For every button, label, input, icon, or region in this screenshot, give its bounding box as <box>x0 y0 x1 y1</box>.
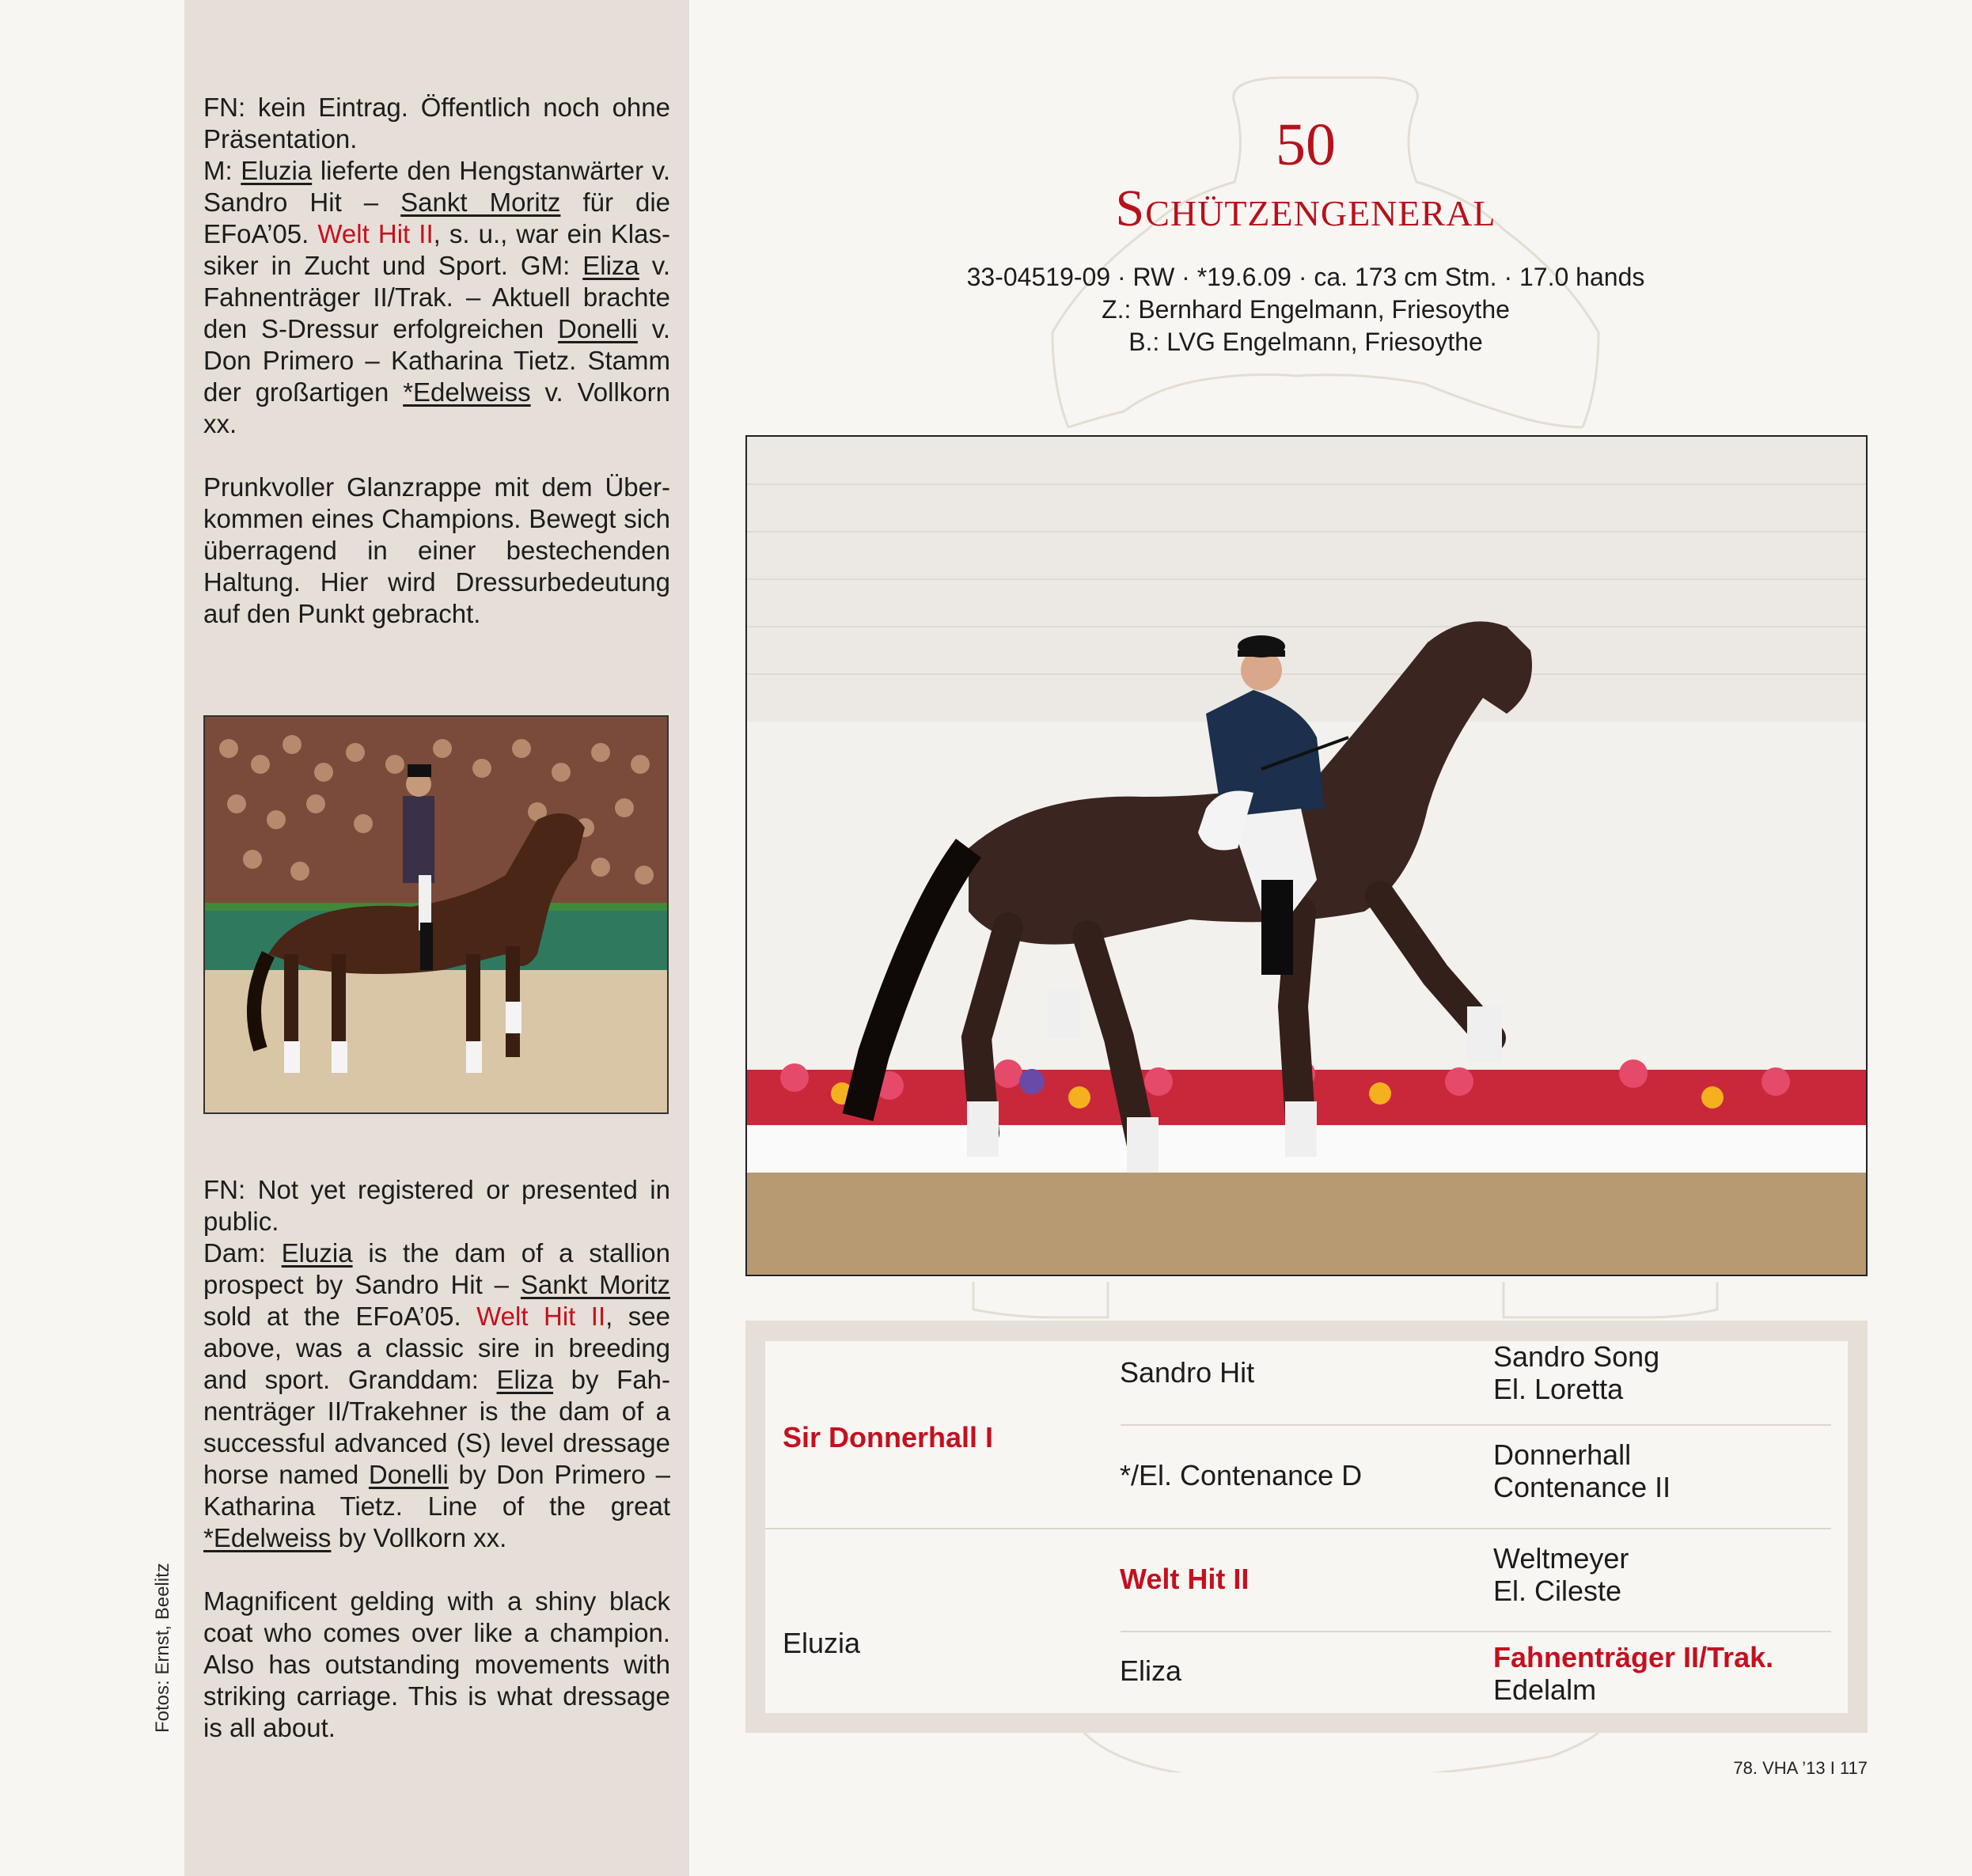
pedigree-ss-dam: El. Loretta <box>1493 1373 1624 1405</box>
horse-details <box>934 261 1678 358</box>
text-run: by Vollkorn xx. <box>331 1523 507 1552</box>
pedigree-sire: Sir Donnerhall I <box>783 1421 994 1453</box>
text-run: by Don Primero – Katharina Tietz. Line of the great <box>203 1460 670 1521</box>
catalog-number: 50 <box>1276 112 1336 178</box>
pedigree-sire-dam: */El. Contenance D <box>1120 1459 1363 1491</box>
page-number: 78. VHA ’13 I 117 <box>1733 1758 1868 1778</box>
photo-credit: Fotos: Ernst, Beelitz <box>152 1563 173 1733</box>
underlined-name: Sankt Moritz <box>520 1270 670 1299</box>
pedigree-dam-dam: Eliza <box>1120 1654 1182 1687</box>
text-run: is the dam of a stallion prospect by Sandro Hit – <box>203 1238 670 1299</box>
underlined-name: *Edelweiss <box>403 377 531 407</box>
pedigree-ds-dam: El. Cileste <box>1493 1575 1622 1607</box>
pedigree-dd-dam: Edelalm <box>1493 1673 1597 1706</box>
text-run: M: <box>203 156 241 185</box>
text-run: v. Vollkorn xx. <box>203 377 670 438</box>
english-paragraph-1 <box>203 1174 670 1554</box>
text-run: by Fahnenträger II/Trakehner is the dam of a successful advanced (S) level dressage horse named <box>203 1365 670 1489</box>
pedigree-sire-sire: Sandro Hit <box>1120 1356 1255 1389</box>
german-paragraph-1 <box>203 92 670 440</box>
text-run: für die EFoA’05. <box>203 188 671 248</box>
text-run: lieferte den Hengstanwärter v. Sandro Hit – <box>203 156 671 217</box>
text-run: Dam: <box>203 1238 282 1268</box>
german-paragraph-2: Prunkvoller Glanzrappe mit dem Überkommen eines Champions. Bewegt sich überragend in einer bestechenden Haltung. Hier wird Dressurbedeutung auf den Punkt gebracht. <box>203 472 670 628</box>
underlined-name: Eliza <box>496 1365 554 1394</box>
text-run: v. Fahnenträger II/Trak. – Aktuell brachte den S-Dressur erfolgreichen <box>203 251 670 343</box>
pedigree-dd-sire: Fahnenträger II/Trak. <box>1493 1641 1774 1673</box>
text-run: sold at the EFoA’05. <box>203 1302 477 1331</box>
underlined-name: Sankt Moritz <box>400 188 561 217</box>
pedigree-sd-dam: Contenance II <box>1493 1471 1671 1503</box>
registration-line: 33-04519-09 · RW · *19.6.09 · ca. 173 cm Stm. · 17.0 hands <box>966 263 1645 291</box>
horse-name: Schützengeneral <box>1115 180 1496 237</box>
text-run: v. Don Primero – Katharina Tietz. Stamm der großartigen <box>203 314 670 407</box>
underlined-name: *Edelweiss <box>203 1523 332 1552</box>
underlined-name: Eliza <box>582 251 639 280</box>
owner-line: B.: LVG Engelmann, Friesoythe <box>1128 328 1483 356</box>
text-run: , see above, was a classic sire in breeding and sport. Granddam: <box>203 1302 671 1394</box>
highlighted-name: Welt Hit II <box>476 1302 606 1331</box>
pedigree-ds-sire: Weltmeyer <box>1493 1542 1629 1575</box>
text-run: FN: kein Eintrag. Öffentlich noch ohne Präsentation. <box>203 93 670 153</box>
pedigree-dam: Eluzia <box>783 1627 861 1659</box>
pedigree-ss-sire: Sandro Song <box>1493 1340 1660 1373</box>
german-text <box>203 92 670 630</box>
text-run: FN: Not yet registered or presented in public. <box>203 1175 670 1236</box>
secondary-photo <box>203 715 669 1114</box>
underlined-name: Eluzia <box>281 1238 353 1268</box>
english-text <box>203 1174 670 1744</box>
underlined-name: Donelli <box>368 1460 449 1489</box>
english-paragraph-2: Magnificent gelding with a shiny black coat who comes over like a champion. Also has outstanding movements with striking carriage. This is what dressage is all about. <box>203 1586 670 1742</box>
highlighted-name: Welt Hit II <box>317 219 434 248</box>
breeder-line: Z.: Bernhard Engelmann, Friesoythe <box>1102 295 1510 324</box>
text-run: , s. u., war ein Klassiker in Zucht und Sport. GM: <box>203 219 670 280</box>
underlined-name: Eluzia <box>241 156 313 185</box>
pedigree-table <box>765 1341 1848 1713</box>
main-photo <box>745 435 1868 1276</box>
underlined-name: Donelli <box>558 314 638 343</box>
pedigree-dam-sire: Welt Hit II <box>1120 1563 1250 1595</box>
pedigree-sd-sire: Donnerhall <box>1493 1438 1632 1471</box>
